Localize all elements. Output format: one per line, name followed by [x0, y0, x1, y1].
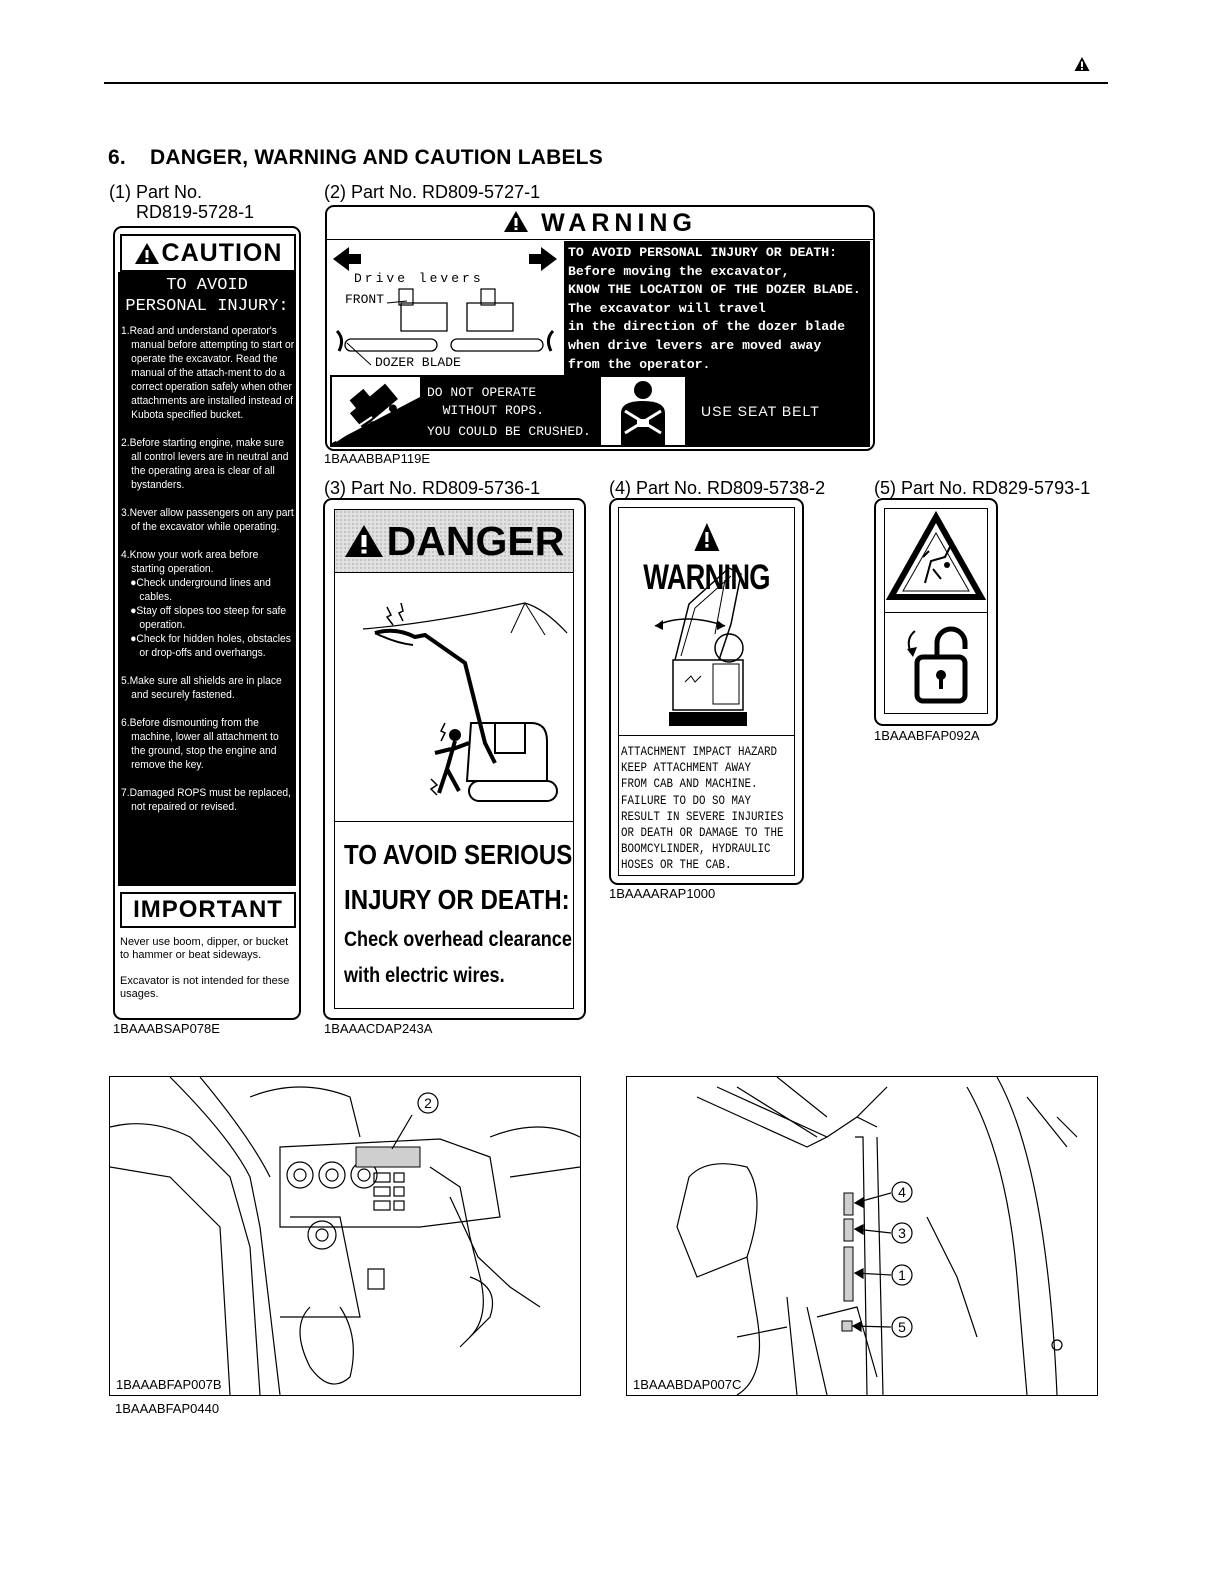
seat-belt-text: USE SEAT BELT — [701, 403, 820, 419]
heading-line2: PERSONAL INJURY: — [125, 297, 289, 316]
rops-panel — [330, 375, 600, 447]
caution-item: 6.Before dismounting from the machine, lower all attachment to the ground, stop the engine and remove the key. — [121, 717, 279, 771]
warning-header — [327, 209, 873, 238]
dozer-blade-text: DOZER BLADE — [375, 355, 461, 370]
overhead-wire-excavator-icon — [335, 573, 573, 821]
caution-subitem: ●Check underground lines and cables. — [130, 577, 271, 603]
lock-label — [874, 498, 998, 726]
cab-pillar-figure — [626, 1076, 1098, 1396]
unlock-padlock-icon — [885, 613, 987, 713]
caution-item: 2.Before starting engine, make sure all control levers are in neutral and the operating area is clear of all bystanders. — [121, 437, 289, 491]
label4-part: (4) Part No. RD809-5738-2 — [609, 478, 826, 498]
seat-belt-icon — [601, 377, 685, 445]
callout-2: 2 — [424, 1095, 432, 1111]
figure-left-below-code: 1BAAABFAP0440 — [115, 1401, 220, 1416]
travel-direction-text: TRAVEL DIRECTION — [373, 251, 527, 263]
rops-line: DO NOT OPERATE — [427, 385, 537, 400]
warning-triangle-icon — [1074, 56, 1090, 72]
caution-subitem: ●Check for hidden holes, obstacles or drop-offs and overhangs. — [130, 633, 291, 659]
callout-1: 1 — [898, 1267, 906, 1283]
label2-code: 1BAAABBAP119E — [324, 451, 430, 466]
label3-code: 1BAAACDAP243A — [324, 1021, 433, 1036]
rollover-crush-icon — [332, 377, 420, 443]
label1-part-line2: RD819-5728-1 — [136, 202, 255, 222]
crush-hazard-triangle-icon — [885, 509, 987, 611]
label3-part: (3) Part No. RD809-5736-1 — [324, 478, 541, 498]
danger-label — [323, 498, 586, 1020]
travel-warning-label — [325, 205, 875, 451]
warning-word: WARNING — [643, 558, 770, 597]
warning-triangle-icon — [503, 210, 529, 233]
important-text: Never use boom, dipper, or bucket to hammer or beat sideways. — [120, 936, 289, 961]
label1-part-line1: (1) Part No. — [109, 182, 203, 202]
cab-dashboard-figure — [109, 1076, 581, 1396]
warning-triangle-icon — [693, 522, 720, 552]
important-header: IMPORTANT — [120, 892, 296, 928]
rops-line: YOU COULD BE CRUSHED. — [427, 424, 591, 439]
section-title: 6. DANGER, WARNING AND CAUTION LABELS — [108, 146, 603, 169]
danger-sub-text: Check overhead clearance with electric wires. — [344, 928, 572, 987]
cab-dashboard-drawing — [110, 1077, 580, 1395]
attachment-impact-icon — [619, 564, 794, 734]
attachment-warning-text: ATTACHMENT IMPACT HAZARD KEEP ATTACHMENT AWAY FROM CAB AND MACHINE. FAILURE TO DO SO MAY RESULT IN SEVERE INJURIES OR DEATH OR DAMAGE TO THE BOOMCYLINDER, HYDRAULIC HOSES OR THE CAB. — [621, 745, 784, 873]
warning-triangle-icon — [344, 524, 384, 558]
heading-line1: TO AVOID — [166, 276, 248, 295]
front-text: FRONT — [345, 292, 385, 307]
rops-line: WITHOUT ROPS. — [427, 403, 545, 418]
caution-item: 3.Never allow passengers on any part of the excavator while operating. — [121, 507, 294, 533]
caution-word: CAUTION — [161, 238, 283, 267]
caution-label — [113, 226, 301, 1020]
label5-code: 1BAAABFAP092A — [874, 728, 980, 743]
cab-pillar-drawing — [627, 1077, 1097, 1395]
figure-right-code: 1BAAABDAP007C — [633, 1377, 742, 1392]
caution-header — [120, 234, 296, 272]
caution-item: 4.Know your work area before starting operation. — [121, 549, 259, 575]
caution-subitem: ●Stay off slopes too steep for safe operation. — [130, 605, 287, 631]
callout-5: 5 — [898, 1319, 906, 1335]
danger-word: DANGER — [386, 517, 565, 564]
label1-code: 1BAAABSAP078E — [113, 1021, 220, 1036]
important-text: Excavator is not intended for these usages. — [120, 975, 290, 1000]
caution-item: 7.Damaged ROPS must be replaced, not repaired or revised. — [121, 787, 291, 813]
warning-word: WARNING — [541, 209, 697, 237]
header-rule — [104, 82, 1108, 84]
label5-part: (5) Part No. RD829-5793-1 — [874, 478, 1091, 498]
callout-3: 3 — [898, 1225, 906, 1241]
danger-header — [335, 510, 573, 573]
label2-part: (2) Part No. RD809-5727-1 — [324, 182, 541, 202]
caution-item: 5.Make sure all shields are in place and securely fastened. — [121, 675, 282, 701]
danger-main-text: TO AVOID SERIOUS INJURY OR DEATH: — [344, 839, 573, 915]
warning-triangle-icon — [134, 242, 160, 265]
travel-warning-text: TO AVOID PERSONAL INJURY OR DEATH: Before moving the excavator, KNOW THE LOCATION OF THE DOZER BLADE. The excavator will travel in the direction of the dozer blade when drive levers are moved away from the operator. — [564, 241, 870, 377]
drive-levers-text: Drive levers — [354, 271, 484, 286]
caution-item: 1.Read and understand operator's manual before attempting to start or operate the excavator. Read the manual of the attach-ment to do a correct operation safely when other attachments are installed instead of Kubota specified bucket. — [121, 325, 295, 421]
caution-instructions — [118, 272, 296, 886]
callout-4: 4 — [898, 1184, 906, 1200]
label4-code: 1BAAAARAP1000 — [609, 886, 716, 901]
attachment-warning-label — [609, 498, 804, 885]
figure-left-code: 1BAAABFAP007B — [116, 1377, 222, 1392]
